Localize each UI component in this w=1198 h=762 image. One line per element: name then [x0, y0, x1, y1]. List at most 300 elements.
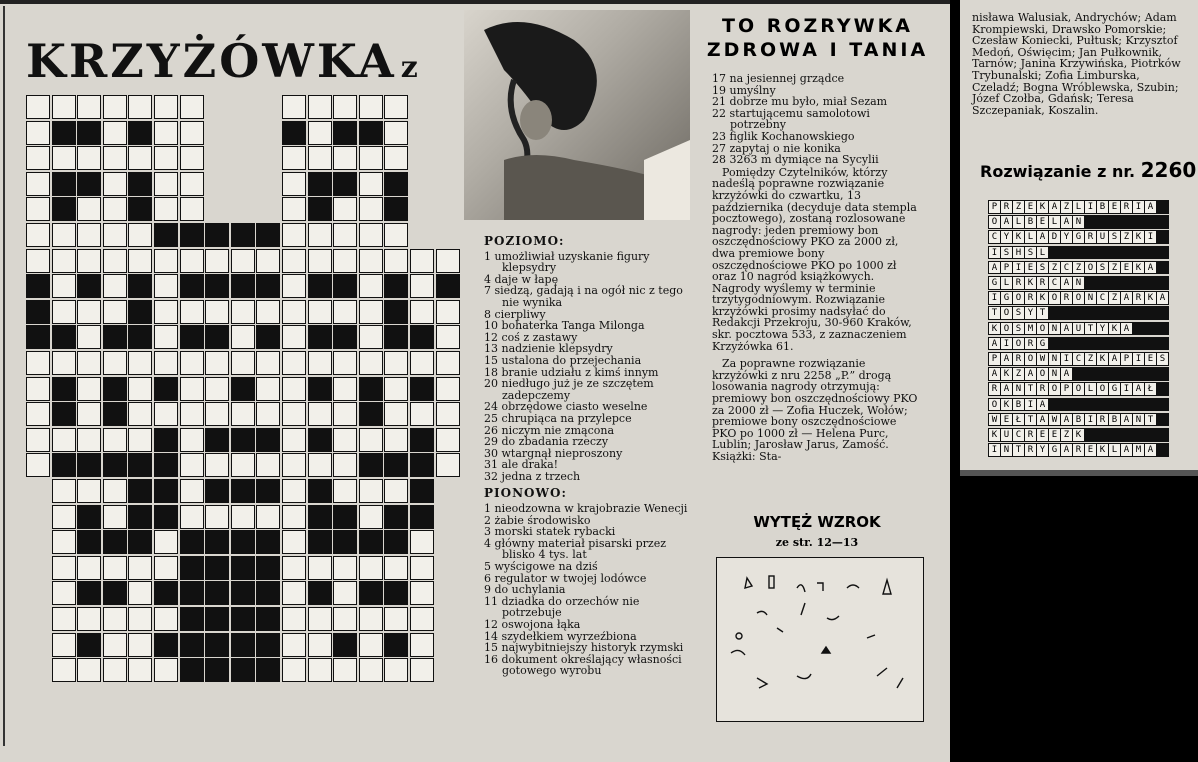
crossword-cell[interactable]	[52, 274, 76, 298]
crossword-cell[interactable]	[26, 377, 50, 401]
crossword-cell[interactable]	[180, 453, 204, 477]
crossword-cell[interactable]	[180, 428, 204, 452]
crossword-cell[interactable]	[154, 530, 178, 554]
crossword-cell[interactable]	[231, 505, 255, 529]
crossword-cell[interactable]	[154, 300, 178, 324]
crossword-cell[interactable]	[410, 633, 434, 657]
crossword-cell[interactable]	[282, 402, 306, 426]
crossword-block	[26, 274, 50, 298]
crossword-cell[interactable]	[205, 351, 229, 375]
crossword-cell[interactable]	[52, 428, 76, 452]
crossword-cell[interactable]	[410, 530, 434, 554]
crossword-cell[interactable]	[282, 453, 306, 477]
crossword-cell[interactable]	[410, 300, 434, 324]
crossword-cell[interactable]	[154, 607, 178, 631]
solution-cell: K	[988, 322, 1001, 336]
crossword-cell[interactable]	[308, 607, 332, 631]
crossword-cell[interactable]	[282, 223, 306, 247]
crossword-cell[interactable]	[77, 607, 101, 631]
crossword-cell[interactable]	[128, 556, 152, 580]
crossword-cell[interactable]	[52, 223, 76, 247]
crossword-cell[interactable]	[103, 505, 127, 529]
clue-item: 20 niedługo już je ze szczętem zadepczemy	[484, 377, 654, 402]
crossword-cell[interactable]	[308, 658, 332, 682]
crossword-cell[interactable]	[154, 351, 178, 375]
crossword-cell[interactable]	[77, 325, 101, 349]
crossword-cell[interactable]	[180, 300, 204, 324]
crossword-cell[interactable]	[77, 146, 101, 170]
crossword-cell[interactable]	[359, 223, 383, 247]
crossword-grid[interactable]	[26, 95, 464, 717]
crossword-cell[interactable]	[282, 351, 306, 375]
crossword-block	[359, 377, 383, 401]
crossword-cell[interactable]	[205, 453, 229, 477]
crossword-cell[interactable]	[128, 402, 152, 426]
crossword-cell[interactable]	[77, 428, 101, 452]
crossword-cell[interactable]	[154, 402, 178, 426]
crossword-cell[interactable]	[231, 325, 255, 349]
solution-cell: B	[1072, 413, 1085, 427]
solution-cell: R	[1084, 230, 1097, 244]
crossword-cell[interactable]	[436, 300, 460, 324]
crossword-cell[interactable]	[26, 351, 50, 375]
solution-cell: B	[1012, 398, 1025, 412]
crossword-cell[interactable]	[52, 249, 76, 273]
solution-block	[1156, 337, 1169, 351]
crossword-cell[interactable]	[103, 95, 127, 119]
solution-cell: N	[1048, 352, 1061, 366]
solution-block	[1156, 428, 1169, 442]
clue-item: 13 nadzienie klepsydry	[484, 342, 613, 356]
crossword-cell[interactable]	[52, 581, 76, 605]
crossword-cell[interactable]	[436, 249, 460, 273]
crossword-cell[interactable]	[26, 402, 50, 426]
crossword-cell[interactable]	[77, 658, 101, 682]
crossword-cell[interactable]	[256, 300, 280, 324]
crossword-cell[interactable]	[384, 428, 408, 452]
crossword-cell[interactable]	[282, 325, 306, 349]
crossword-cell[interactable]	[103, 633, 127, 657]
crossword-block	[180, 530, 204, 554]
crossword-cell[interactable]	[103, 249, 127, 273]
crossword-cell[interactable]	[52, 658, 76, 682]
solution-cell: N	[1000, 443, 1013, 457]
crossword-cell[interactable]	[103, 556, 127, 580]
crossword-cell[interactable]	[128, 95, 152, 119]
crossword-cell[interactable]	[333, 658, 357, 682]
clue-item: 4 daje w łapę	[484, 272, 559, 286]
crossword-cell[interactable]	[282, 633, 306, 657]
crossword-cell[interactable]	[128, 377, 152, 401]
crossword-cell[interactable]	[384, 146, 408, 170]
crossword-cell[interactable]	[128, 146, 152, 170]
crossword-cell[interactable]	[333, 479, 357, 503]
crossword-cell[interactable]	[308, 402, 332, 426]
crossword-block	[77, 581, 101, 605]
solution-heading: Rozwiązanie z nr. 2260	[980, 158, 1197, 182]
crossword-cell[interactable]	[282, 300, 306, 324]
clue-item: 25 chrupiąca na przylepce	[484, 411, 632, 425]
crossword-cell[interactable]	[205, 300, 229, 324]
crossword-cell[interactable]	[26, 172, 50, 196]
crossword-cell[interactable]	[231, 249, 255, 273]
solution-cell: C	[1072, 352, 1085, 366]
crossword-cell[interactable]	[333, 607, 357, 631]
crossword-cell[interactable]	[52, 530, 76, 554]
crossword-cell[interactable]	[180, 121, 204, 145]
crossword-cell[interactable]	[282, 428, 306, 452]
crossword-cell[interactable]	[308, 556, 332, 580]
crossword-cell[interactable]	[333, 300, 357, 324]
crossword-cell[interactable]	[308, 300, 332, 324]
crossword-cell[interactable]	[308, 351, 332, 375]
solution-cell: G	[1108, 382, 1121, 396]
crossword-cell[interactable]	[256, 249, 280, 273]
crossword-cell[interactable]	[436, 351, 460, 375]
crossword-cell[interactable]	[26, 121, 50, 145]
crossword-block	[308, 325, 332, 349]
clue-item: 29 do zbadania rzeczy	[484, 435, 609, 449]
crossword-cell[interactable]	[359, 274, 383, 298]
crossword-cell[interactable]	[52, 505, 76, 529]
crossword-cell[interactable]	[359, 197, 383, 221]
crossword-cell[interactable]	[128, 581, 152, 605]
crossword-cell[interactable]	[103, 197, 127, 221]
solution-cell: B	[1024, 215, 1037, 229]
crossword-cell[interactable]	[359, 556, 383, 580]
crossword-cell[interactable]	[77, 300, 101, 324]
crossword-cell[interactable]	[180, 146, 204, 170]
crossword-cell[interactable]	[282, 530, 306, 554]
crossword-cell[interactable]	[359, 658, 383, 682]
crossword-cell[interactable]	[308, 121, 332, 145]
crossword-cell[interactable]	[77, 479, 101, 503]
crossword-cell[interactable]	[205, 402, 229, 426]
spot-difference-box	[716, 557, 924, 722]
clue-item: 27 zapytaj o nie konika	[712, 141, 841, 155]
clue-item: 14 szydełkiem wyrzeźbiona	[484, 629, 637, 643]
crossword-cell[interactable]	[384, 479, 408, 503]
solution-cell: P	[1000, 261, 1013, 275]
solution-cell: G	[1036, 337, 1049, 351]
solution-cell: A	[1120, 291, 1133, 305]
crossword-cell[interactable]	[359, 249, 383, 273]
crossword-cell[interactable]	[410, 658, 434, 682]
crossword-cell[interactable]	[103, 428, 127, 452]
crossword-cell[interactable]	[282, 249, 306, 273]
crossword-block	[77, 530, 101, 554]
crossword-block	[205, 530, 229, 554]
crossword-block	[231, 530, 255, 554]
crossword-cell[interactable]	[154, 556, 178, 580]
crossword-cell[interactable]	[333, 453, 357, 477]
crossword-cell[interactable]	[359, 479, 383, 503]
crossword-cell[interactable]	[52, 556, 76, 580]
crossword-cell[interactable]	[26, 197, 50, 221]
crossword-cell[interactable]	[103, 274, 127, 298]
clue-item: 22 startującemu samolotowi potrzebny	[712, 106, 870, 132]
crossword-cell[interactable]	[384, 658, 408, 682]
crossword-cell[interactable]	[256, 453, 280, 477]
pionowo-list	[484, 503, 694, 677]
crossword-block	[52, 197, 76, 221]
crossword-cell[interactable]	[282, 479, 306, 503]
solution-cell: R	[1012, 352, 1025, 366]
solution-cell: L	[1084, 382, 1097, 396]
crossword-cell[interactable]	[256, 377, 280, 401]
crossword-cell[interactable]	[180, 479, 204, 503]
crossword-cell[interactable]	[333, 377, 357, 401]
solution-cell: A	[1060, 276, 1073, 290]
crossword-cell[interactable]	[359, 351, 383, 375]
crossword-cell[interactable]	[308, 453, 332, 477]
crossword-cell[interactable]	[359, 300, 383, 324]
crossword-cell[interactable]	[77, 197, 101, 221]
crossword-block	[128, 121, 152, 145]
crossword-cell[interactable]	[180, 402, 204, 426]
crossword-cell[interactable]	[282, 607, 306, 631]
crossword-cell[interactable]	[154, 95, 178, 119]
crossword-cell[interactable]	[359, 607, 383, 631]
crossword-block	[384, 274, 408, 298]
crossword-cell[interactable]	[231, 402, 255, 426]
crossword-cell[interactable]	[154, 172, 178, 196]
crossword-cell[interactable]	[359, 325, 383, 349]
crossword-cell[interactable]	[308, 223, 332, 247]
crossword-cell[interactable]	[231, 300, 255, 324]
crossword-cell[interactable]	[308, 249, 332, 273]
crossword-cell[interactable]	[231, 453, 255, 477]
crossword-cell[interactable]	[436, 428, 460, 452]
crossword-cell[interactable]	[436, 402, 460, 426]
crossword-cell[interactable]	[333, 581, 357, 605]
crossword-cell[interactable]	[26, 223, 50, 247]
crossword-cell[interactable]	[282, 658, 306, 682]
clue-item: 26 niczym nie zmącona	[484, 423, 615, 437]
solution-cell: C	[1060, 261, 1073, 275]
crossword-cell[interactable]	[333, 351, 357, 375]
crossword-cell[interactable]	[384, 223, 408, 247]
crossword-cell[interactable]	[103, 146, 127, 170]
pionowo-heading: PIONOWO:	[484, 486, 567, 501]
crossword-cell[interactable]	[333, 402, 357, 426]
crossword-cell[interactable]	[256, 351, 280, 375]
crossword-cell[interactable]	[26, 428, 50, 452]
crossword-cell[interactable]	[359, 505, 383, 529]
crossword-cell[interactable]	[52, 300, 76, 324]
crossword-cell[interactable]	[333, 146, 357, 170]
crossword-cell[interactable]	[410, 607, 434, 631]
crossword-cell[interactable]	[231, 351, 255, 375]
crossword-block	[154, 377, 178, 401]
crossword-cell[interactable]	[180, 172, 204, 196]
crossword-cell[interactable]	[128, 607, 152, 631]
solution-cell: C	[1012, 428, 1025, 442]
solution-block	[1156, 230, 1169, 244]
solution-cell: P	[988, 200, 1001, 214]
crossword-cell[interactable]	[52, 351, 76, 375]
crossword-cell[interactable]	[52, 607, 76, 631]
crossword-cell[interactable]	[282, 556, 306, 580]
crossword-cell[interactable]	[103, 658, 127, 682]
crossword-cell[interactable]	[282, 146, 306, 170]
crossword-cell[interactable]	[103, 607, 127, 631]
crossword-cell[interactable]	[282, 377, 306, 401]
crossword-block	[180, 633, 204, 657]
clue-item: 5 wyścigowe na dziś	[484, 560, 598, 574]
crossword-cell[interactable]	[128, 428, 152, 452]
crossword-cell[interactable]	[410, 351, 434, 375]
crossword-cell[interactable]	[282, 172, 306, 196]
crossword-cell[interactable]	[333, 95, 357, 119]
crossword-cell[interactable]	[436, 377, 460, 401]
crossword-cell[interactable]	[154, 121, 178, 145]
solution-cell: E	[1108, 200, 1121, 214]
crossword-cell[interactable]	[410, 556, 434, 580]
solution-cell: O	[1000, 322, 1013, 336]
crossword-cell[interactable]	[384, 556, 408, 580]
crossword-cell[interactable]	[154, 146, 178, 170]
crossword-cell[interactable]	[128, 351, 152, 375]
crossword-block	[205, 607, 229, 631]
crossword-cell[interactable]	[180, 249, 204, 273]
crossword-cell[interactable]	[154, 658, 178, 682]
crossword-cell[interactable]	[436, 453, 460, 477]
crossword-cell[interactable]	[384, 121, 408, 145]
crossword-cell[interactable]	[52, 146, 76, 170]
solution-cell: S	[1024, 246, 1037, 260]
crossword-block	[205, 479, 229, 503]
crossword-cell[interactable]	[384, 95, 408, 119]
crossword-cell[interactable]	[128, 658, 152, 682]
crossword-cell[interactable]	[410, 274, 434, 298]
crossword-cell[interactable]	[103, 351, 127, 375]
crossword-cell[interactable]	[128, 633, 152, 657]
crossword-cell[interactable]	[26, 453, 50, 477]
crossword-cell[interactable]	[410, 581, 434, 605]
crossword-cell[interactable]	[154, 325, 178, 349]
crossword-cell[interactable]	[26, 146, 50, 170]
crossword-cell[interactable]	[282, 581, 306, 605]
crossword-cell[interactable]	[359, 172, 383, 196]
crossword-block	[77, 505, 101, 529]
solution-cell: L	[1000, 276, 1013, 290]
solution-block	[1156, 322, 1169, 336]
crossword-cell[interactable]	[359, 146, 383, 170]
crossword-cell[interactable]	[436, 325, 460, 349]
crossword-cell[interactable]	[384, 351, 408, 375]
crossword-cell[interactable]	[205, 505, 229, 529]
crossword-cell[interactable]	[128, 223, 152, 247]
solution-cell: M	[1132, 443, 1145, 457]
solution-cell: A	[1036, 413, 1049, 427]
crossword-cell[interactable]	[154, 197, 178, 221]
crossword-cell[interactable]	[77, 402, 101, 426]
crossword-cell[interactable]	[77, 95, 101, 119]
crossword-cell[interactable]	[359, 633, 383, 657]
crossword-cell[interactable]	[384, 249, 408, 273]
crossword-block	[103, 325, 127, 349]
crossword-cell[interactable]	[282, 274, 306, 298]
crossword-cell[interactable]	[180, 197, 204, 221]
crossword-cell[interactable]	[103, 300, 127, 324]
solution-cell: L	[1036, 246, 1049, 260]
crossword-cell[interactable]	[103, 172, 127, 196]
crossword-cell[interactable]	[333, 249, 357, 273]
crossword-cell[interactable]	[52, 479, 76, 503]
crossword-cell[interactable]	[384, 377, 408, 401]
crossword-cell[interactable]	[26, 249, 50, 273]
solution-cell: K	[1132, 261, 1145, 275]
crossword-cell[interactable]	[77, 351, 101, 375]
crossword-cell[interactable]	[308, 633, 332, 657]
crossword-cell[interactable]	[103, 121, 127, 145]
crossword-cell[interactable]	[308, 146, 332, 170]
crossword-cell[interactable]	[103, 479, 127, 503]
solution-cell: I	[1060, 352, 1073, 366]
solution-cell: K	[1072, 428, 1085, 442]
crossword-block	[333, 633, 357, 657]
solution-cell: Z	[1120, 230, 1133, 244]
crossword-cell[interactable]	[333, 197, 357, 221]
crossword-cell[interactable]	[103, 223, 127, 247]
crossword-cell[interactable]	[333, 428, 357, 452]
crossword-cell[interactable]	[77, 377, 101, 401]
crossword-cell[interactable]	[282, 95, 306, 119]
crossword-cell[interactable]	[359, 428, 383, 452]
crossword-cell[interactable]	[77, 556, 101, 580]
clue-item: 7 siedzą, gadają i na ogół nic z tego nie wynika	[484, 284, 683, 309]
crossword-cell[interactable]	[333, 556, 357, 580]
crossword-cell[interactable]	[128, 249, 152, 273]
crossword-cell[interactable]	[52, 633, 76, 657]
crossword-cell[interactable]	[308, 95, 332, 119]
crossword-cell[interactable]	[154, 249, 178, 273]
crossword-cell[interactable]	[410, 249, 434, 273]
crossword-block	[180, 556, 204, 580]
crossword-cell[interactable]	[26, 95, 50, 119]
crossword-cell[interactable]	[333, 223, 357, 247]
crossword-cell[interactable]	[77, 223, 101, 247]
crossword-cell[interactable]	[282, 505, 306, 529]
solution-cell: K	[1096, 443, 1109, 457]
crossword-block	[231, 274, 255, 298]
clues-column-right	[712, 73, 922, 463]
crossword-cell[interactable]	[52, 95, 76, 119]
crossword-cell[interactable]	[180, 351, 204, 375]
crossword-cell[interactable]	[180, 95, 204, 119]
crossword-cell[interactable]	[180, 377, 204, 401]
crossword-cell[interactable]	[282, 197, 306, 221]
crossword-block	[103, 453, 127, 477]
solution-cell: Z	[1012, 200, 1025, 214]
crossword-cell[interactable]	[180, 505, 204, 529]
crossword-cell[interactable]	[205, 377, 229, 401]
crossword-cell[interactable]	[410, 402, 434, 426]
crossword-cell[interactable]	[205, 249, 229, 273]
crossword-block	[128, 197, 152, 221]
crossword-cell[interactable]	[256, 402, 280, 426]
crossword-cell[interactable]	[154, 274, 178, 298]
crossword-cell[interactable]	[256, 505, 280, 529]
solution-cell: E	[1036, 428, 1049, 442]
crossword-cell[interactable]	[384, 607, 408, 631]
crossword-cell[interactable]	[359, 95, 383, 119]
solution-cell: R	[1060, 291, 1073, 305]
crossword-cell[interactable]	[384, 402, 408, 426]
solution-cell: G	[1048, 443, 1061, 457]
crossword-cell[interactable]	[77, 249, 101, 273]
